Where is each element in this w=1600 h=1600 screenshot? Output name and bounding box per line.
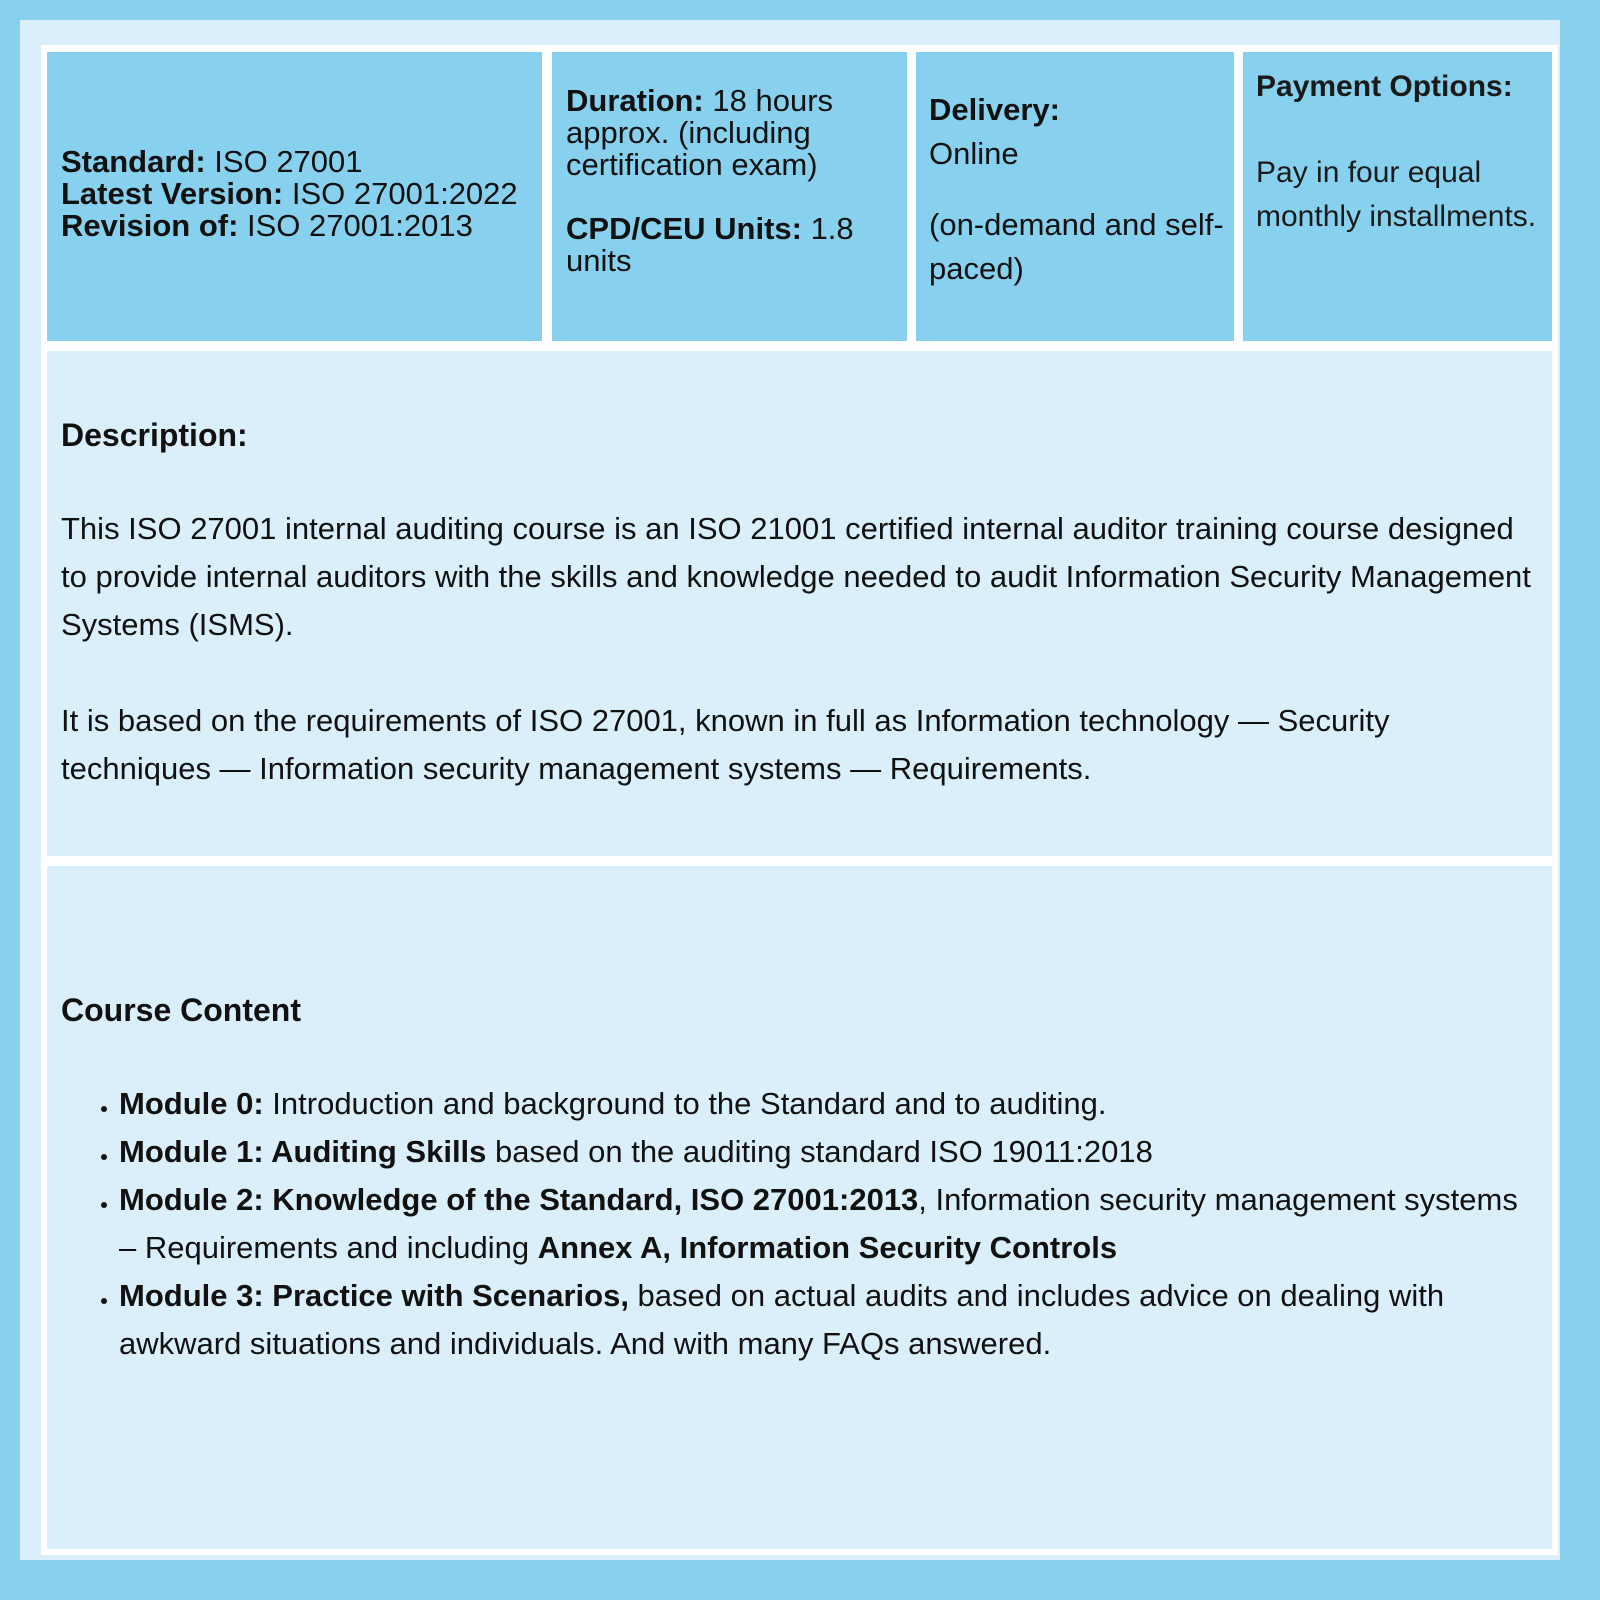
module-item: [119, 1080, 1541, 1128]
payment-value: Pay in four equal monthly installments.: [1256, 156, 1537, 233]
standard-cell: [47, 52, 542, 341]
latest-version-value: ISO 27001:2022: [283, 176, 518, 211]
latest-version-label: Latest Version:: [61, 176, 284, 211]
standard-value: ISO 27001: [205, 144, 363, 179]
cpd-value: 1.8 units: [566, 211, 854, 278]
module-text: Introduction and background to the Standard and to auditing.: [263, 1086, 1107, 1121]
duration-line: [566, 85, 906, 181]
duration-value: 18 hours approx. (including certification exam): [566, 83, 834, 182]
module-annex-title: Annex A, Information Security Controls: [537, 1230, 1118, 1265]
module-text: based on the auditing standard ISO 19011:2018: [486, 1134, 1153, 1169]
standard-label: Standard:: [61, 144, 206, 179]
description-section: [47, 351, 1552, 856]
description-paragraph-1: This ISO 27001 internal auditing course is an ISO 21001 certified internal auditor training course designed to provide internal auditors with the skills and knowledge needed to audit Information Security Management Systems (ISMS).: [61, 511, 1531, 642]
module-text: based on actual audits and includes advice on dealing with awkward situations and individuals. And with many FAQs answered.: [119, 1278, 1445, 1361]
description-paragraph-2: It is based on the requirements of ISO 27001, known in full as Information technology — Security techniques — Information security management systems — Requirements.: [61, 703, 1390, 786]
module-title: Module 3: Practice with Scenarios,: [119, 1278, 629, 1313]
course-info-card: [41, 45, 1558, 1555]
course-content-heading: Course Content: [61, 992, 301, 1028]
duration-label: Duration:: [566, 83, 704, 118]
revision-label: Revision of:: [61, 208, 239, 243]
latest-version-line: [61, 178, 541, 210]
module-title: Module 1: Auditing Skills: [119, 1134, 487, 1169]
cpd-label: CPD/CEU Units:: [566, 211, 802, 246]
payment-cell: [1243, 52, 1552, 341]
standard-line: [61, 146, 541, 178]
delivery-cell: [916, 52, 1234, 341]
module-list: [61, 1080, 1541, 1368]
duration-cell: [552, 52, 907, 341]
course-content-section: [47, 866, 1552, 1549]
revision-line: [61, 210, 541, 242]
module-item: [119, 1176, 1541, 1272]
payment-label: Payment Options:: [1256, 70, 1513, 103]
module-text: , Information security management systems – Requirements and including: [119, 1182, 1518, 1265]
module-title: Module 2: Knowledge of the Standard, ISO 27001:2013: [119, 1182, 919, 1217]
delivery-note: (on-demand and self-paced): [929, 207, 1224, 286]
revision-value: ISO 27001:2013: [238, 208, 473, 243]
delivery-label: Delivery:: [929, 92, 1060, 127]
delivery-value: Online: [929, 136, 1019, 171]
description-heading: Description:: [61, 417, 248, 453]
cpd-line: [566, 213, 906, 277]
module-title: Module 0:: [119, 1086, 264, 1121]
module-item: [119, 1272, 1541, 1368]
module-item: [119, 1128, 1541, 1176]
